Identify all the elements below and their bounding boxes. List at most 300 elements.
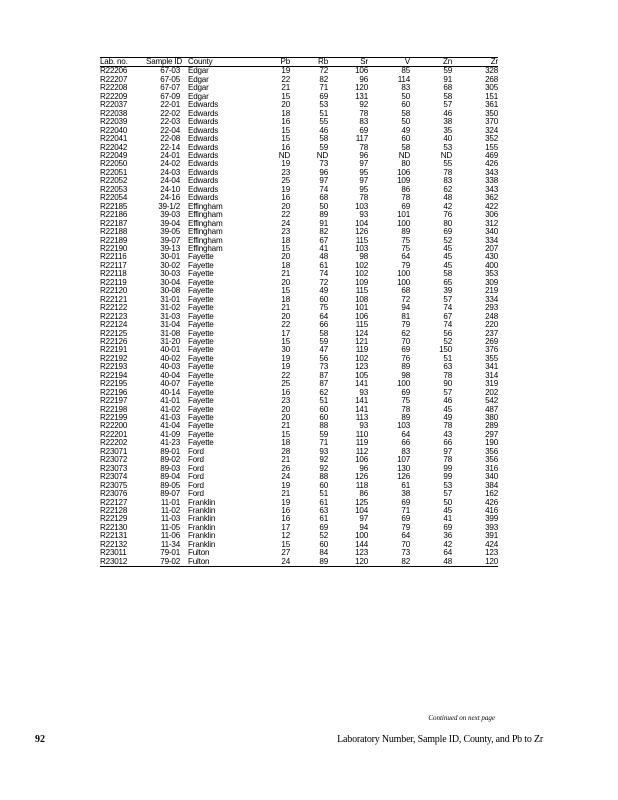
sr-cell: 78: [359, 142, 368, 152]
sr-cell: 69: [359, 125, 368, 135]
lab-no-cell: R22194: [100, 370, 128, 380]
sr-cell: 103: [355, 201, 368, 211]
sr-cell: 104: [355, 218, 368, 228]
zr-cell: 542: [485, 396, 498, 406]
sample-id-cell: 40-03: [160, 362, 180, 372]
pb-cell: 15: [281, 336, 290, 346]
zn-cell: 41: [443, 514, 452, 524]
pb-cell: 19: [281, 497, 290, 507]
v-cell: 66: [401, 438, 410, 448]
sr-cell: 115: [355, 235, 368, 245]
rb-cell: 75: [319, 303, 328, 313]
pb-cell: 19: [281, 184, 290, 194]
v-cell: 73: [401, 548, 410, 558]
zr-cell: 293: [485, 303, 498, 313]
zn-cell: 51: [443, 353, 452, 363]
zn-cell: 74: [443, 320, 452, 330]
sample-id-cell: 39-04: [160, 218, 180, 228]
v-cell: 68: [401, 286, 410, 296]
zr-cell: 162: [485, 489, 498, 499]
lab-no-cell: R22120: [100, 286, 128, 296]
county-cell: Fayette: [188, 311, 214, 321]
sample-id-cell: 79-02: [146, 558, 184, 567]
v-cell: 64: [401, 252, 410, 262]
zr-cell: 155: [485, 142, 498, 152]
zn-cell: 67: [443, 311, 452, 321]
county-cell: Fayette: [188, 269, 214, 279]
zn-cell: 49: [443, 413, 452, 423]
lab-no-cell: R22041: [100, 134, 128, 144]
zn-cell: 78: [443, 421, 452, 431]
sample-id-cell: 11-01: [160, 497, 180, 507]
zn-cell: 83: [443, 176, 452, 186]
pb-cell: 18: [281, 438, 290, 448]
county-cell: Fayette: [188, 345, 214, 355]
rb-cell: 73: [319, 159, 328, 169]
pb-cell: 27: [281, 548, 290, 558]
zn-cell: 69: [443, 227, 452, 237]
sr-cell: 102: [355, 353, 368, 363]
zr-cell: 207: [485, 243, 498, 253]
table-row: [100, 515, 498, 523]
sr-cell: 101: [355, 303, 368, 313]
zn-cell: 57: [443, 387, 452, 397]
sample-id-cell: 67-03: [160, 66, 180, 76]
zr-cell: 328: [485, 66, 498, 76]
zr-cell: 314: [485, 370, 498, 380]
county-cell: Fayette: [188, 387, 214, 397]
sample-id-cell: 89-05: [160, 480, 180, 490]
rb-cell: 62: [319, 387, 328, 397]
sr-cell: 96: [359, 150, 368, 160]
county-cell: Fayette: [188, 277, 214, 287]
v-cell: 94: [401, 303, 410, 313]
v-cell: 107: [397, 455, 410, 465]
sample-id-cell: 24-04: [160, 176, 180, 186]
rb-cell: 67: [319, 235, 328, 245]
zn-cell: 46: [443, 396, 452, 406]
county-cell: Franklin: [188, 539, 216, 549]
sr-cell: 123: [355, 362, 368, 372]
v-cell: 89: [401, 413, 410, 423]
zn-cell: 53: [443, 480, 452, 490]
v-cell: 60: [401, 134, 410, 144]
rb-cell: 60: [319, 539, 328, 549]
rb-cell: 92: [319, 455, 328, 465]
sample-id-cell: 22-08: [160, 134, 180, 144]
zn-cell: 76: [443, 210, 452, 220]
sample-id-cell: 22-04: [160, 125, 180, 135]
rb-cell: 49: [319, 286, 328, 296]
county-cell: Fayette: [188, 396, 214, 406]
sr-cell: 106: [355, 66, 368, 76]
rb-cell: 58: [319, 134, 328, 144]
county-cell: Ford: [188, 472, 204, 482]
zn-cell: 42: [443, 201, 452, 211]
pb-cell: 22: [281, 320, 290, 330]
lab-no-cell: R22053: [100, 184, 128, 194]
sample-id-cell: 67-09: [160, 91, 180, 101]
lab-no-cell: R22050: [100, 159, 128, 169]
lab-no-cell: R22128: [100, 506, 128, 516]
county-cell: Edgar: [188, 91, 209, 101]
zn-cell: 78: [443, 167, 452, 177]
sr-cell: 93: [359, 421, 368, 431]
lab-no-cell: R22052: [100, 176, 128, 186]
v-cell: 49: [401, 125, 410, 135]
lab-no-cell: R22207: [100, 74, 128, 84]
zr-cell: 350: [485, 108, 498, 118]
zn-cell: 59: [443, 66, 452, 76]
rb-cell: 88: [319, 472, 328, 482]
zr-cell: 422: [485, 201, 498, 211]
lab-no-cell: R22126: [100, 336, 128, 346]
zr-cell: 305: [485, 83, 498, 93]
zr-cell: 334: [485, 235, 498, 245]
sample-id-cell: 31-04: [160, 320, 180, 330]
county-cell: Fayette: [188, 328, 214, 338]
sr-cell: 93: [359, 210, 368, 220]
pb-cell: 20: [281, 201, 290, 211]
v-cell: 75: [401, 243, 410, 253]
rb-cell: 68: [319, 193, 328, 203]
rb-cell: 88: [319, 421, 328, 431]
zr-cell: 219: [485, 286, 498, 296]
zr-cell: 319: [485, 379, 498, 389]
zr-cell: 361: [485, 100, 498, 110]
county-cell: Edgar: [188, 74, 209, 84]
pb-cell: 19: [281, 362, 290, 372]
v-cell: ND: [398, 150, 410, 160]
lab-no-cell: R23075: [100, 480, 128, 490]
lab-no-cell: R22116: [100, 252, 127, 262]
county-cell: Edwards: [188, 142, 219, 152]
pb-cell: 26: [281, 463, 290, 473]
zr-cell: 269: [485, 336, 498, 346]
sample-id-cell: 31-01: [160, 294, 180, 304]
lab-no-cell: R22132: [100, 539, 128, 549]
sample-id-cell: 24-10: [160, 184, 180, 194]
zr-cell: 309: [485, 277, 498, 287]
sr-cell: 118: [355, 480, 368, 490]
zn-cell: 52: [443, 235, 452, 245]
sample-id-cell: 11-05: [160, 522, 180, 532]
rb-cell: 91: [319, 218, 328, 228]
lab-no-cell: R22051: [100, 167, 128, 177]
lab-no-cell: R22038: [100, 108, 128, 118]
county-cell: Franklin: [188, 497, 216, 507]
pb-cell: 17: [281, 328, 290, 338]
lab-no-cell: R22197: [100, 396, 128, 406]
header-zr: Zr: [452, 58, 498, 67]
zn-cell: 43: [443, 429, 452, 439]
zr-cell: 352: [485, 134, 498, 144]
zr-cell: 376: [485, 345, 498, 355]
county-cell: Fayette: [188, 404, 214, 414]
lab-no-cell: R22191: [100, 345, 128, 355]
v-cell: 79: [401, 522, 410, 532]
sample-id-cell: 67-05: [160, 74, 180, 84]
sr-cell: 131: [355, 91, 368, 101]
lab-no-cell: R22193: [100, 362, 128, 372]
sample-id-cell: 41-03: [160, 413, 180, 423]
zr-cell: 356: [485, 455, 498, 465]
rb-cell: 96: [319, 167, 328, 177]
rb-cell: 71: [319, 83, 328, 93]
zn-cell: 90: [443, 379, 452, 389]
lab-no-cell: R23071: [100, 446, 128, 456]
zr-cell: 426: [485, 159, 498, 169]
zn-cell: 45: [443, 252, 452, 262]
county-cell: Franklin: [188, 506, 216, 516]
v-cell: 81: [401, 311, 410, 321]
rb-cell: 63: [319, 506, 328, 516]
zr-cell: 202: [485, 387, 498, 397]
rb-cell: 59: [319, 142, 328, 152]
county-cell: Effingham: [188, 235, 223, 245]
pb-cell: 23: [281, 396, 290, 406]
sample-id-cell: 30-03: [160, 269, 180, 279]
sample-id-cell: 40-04: [160, 370, 180, 380]
sr-cell: 144: [355, 539, 368, 549]
pb-cell: 15: [281, 91, 290, 101]
zn-cell: 46: [443, 108, 452, 118]
zr-cell: 362: [485, 193, 498, 203]
lab-no-cell: R22201: [100, 429, 128, 439]
sample-id-cell: 41-09: [160, 429, 180, 439]
rb-cell: 87: [319, 379, 328, 389]
sr-cell: 104: [355, 506, 368, 516]
zr-cell: 356: [485, 446, 498, 456]
sr-cell: 96: [359, 463, 368, 473]
county-cell: Fayette: [188, 260, 214, 270]
county-cell: Effingham: [188, 201, 223, 211]
sample-id-cell: 31-02: [160, 303, 180, 313]
sample-id-cell: 24-03: [160, 167, 180, 177]
sr-cell: 78: [359, 108, 368, 118]
sr-cell: 120: [328, 558, 368, 567]
sr-cell: 97: [359, 514, 368, 524]
sample-id-cell: 24-02: [160, 159, 180, 169]
sr-cell: 94: [359, 522, 368, 532]
zr-cell: 424: [485, 539, 498, 549]
zn-cell: ND: [440, 150, 452, 160]
zr-cell: 220: [485, 320, 498, 330]
lab-no-cell: R23012: [100, 558, 146, 567]
v-cell: 100: [397, 277, 410, 287]
rb-cell: 82: [319, 74, 328, 84]
pb-cell: 30: [281, 345, 290, 355]
sample-id-cell: 89-03: [160, 463, 180, 473]
zn-cell: 99: [443, 472, 452, 482]
lab-no-cell: R22127: [100, 497, 128, 507]
zn-cell: 42: [443, 539, 452, 549]
rb-cell: 51: [319, 396, 328, 406]
county-cell: Fulton: [188, 548, 210, 558]
v-cell: 89: [401, 227, 410, 237]
sample-id-cell: 39-13: [160, 243, 180, 253]
v-cell: 58: [401, 142, 410, 152]
sr-cell: 86: [359, 489, 368, 499]
rb-cell: 61: [319, 260, 328, 270]
pb-cell: 20: [281, 100, 290, 110]
lab-no-cell: R22129: [100, 514, 128, 524]
pb-cell: 16: [281, 514, 290, 524]
sr-cell: 123: [355, 548, 368, 558]
zn-cell: 62: [443, 184, 452, 194]
continued-note: Continued on next page: [428, 714, 495, 722]
v-cell: 69: [401, 387, 410, 397]
county-cell: Edwards: [188, 184, 219, 194]
v-cell: 62: [401, 328, 410, 338]
sr-cell: 120: [355, 83, 368, 93]
zr-cell: 312: [485, 218, 498, 228]
sr-cell: 78: [359, 193, 368, 203]
zr-cell: 151: [485, 91, 498, 101]
pb-cell: 24: [281, 218, 290, 228]
lab-no-cell: R22117: [100, 260, 127, 270]
lab-no-cell: R22042: [100, 142, 128, 152]
sample-id-cell: 30-02: [160, 260, 180, 270]
sr-cell: 83: [359, 117, 368, 127]
sr-cell: 93: [359, 387, 368, 397]
sr-cell: 102: [355, 260, 368, 270]
sample-id-cell: 11-03: [160, 514, 180, 524]
sample-id-cell: 40-02: [160, 353, 180, 363]
pb-cell: 19: [281, 66, 290, 76]
county-cell: Fayette: [188, 413, 214, 423]
county-cell: Edwards: [188, 108, 219, 118]
county-cell: Fulton: [184, 558, 244, 567]
zn-cell: 57: [443, 100, 452, 110]
zr-cell: 391: [485, 531, 498, 541]
rb-cell: 60: [319, 294, 328, 304]
county-cell: Edwards: [188, 159, 219, 169]
lab-no-cell: R23073: [100, 463, 128, 473]
pb-cell: 18: [281, 108, 290, 118]
v-cell: 69: [401, 514, 410, 524]
lab-no-cell: R22125: [100, 328, 128, 338]
v-cell: 109: [397, 176, 410, 186]
pb-cell: 16: [281, 142, 290, 152]
zn-cell: 69: [443, 522, 452, 532]
zr-cell: 324: [485, 125, 498, 135]
pb-cell: 22: [281, 370, 290, 380]
pb-cell: 22: [281, 74, 290, 84]
rb-cell: 48: [319, 252, 328, 262]
pb-cell: 21: [281, 455, 290, 465]
zr-cell: 268: [485, 74, 498, 84]
v-cell: 64: [401, 429, 410, 439]
sr-cell: 141: [355, 379, 368, 389]
zr-cell: 334: [485, 294, 498, 304]
header-v: V: [368, 58, 410, 67]
county-cell: Fayette: [188, 320, 214, 330]
sample-id-cell: 89-02: [160, 455, 180, 465]
sample-id-cell: 79-01: [160, 548, 180, 558]
rb-cell: 82: [319, 227, 328, 237]
lab-no-cell: R22124: [100, 320, 128, 330]
pb-cell: 21: [281, 303, 290, 313]
zr-cell: 316: [485, 463, 498, 473]
county-cell: Fayette: [188, 438, 214, 448]
sample-id-cell: 30-04: [160, 277, 180, 287]
county-cell: Fayette: [188, 286, 214, 296]
lab-no-cell: R22039: [100, 117, 128, 127]
v-cell: 106: [397, 167, 410, 177]
zn-cell: 66: [443, 438, 452, 448]
zr-cell: 123: [485, 548, 498, 558]
pb-cell: 16: [281, 193, 290, 203]
lab-no-cell: R22189: [100, 235, 128, 245]
table-row: [100, 499, 498, 507]
rb-cell: 64: [319, 311, 328, 321]
sr-cell: 106: [355, 455, 368, 465]
zr-cell: 384: [485, 480, 498, 490]
pb-cell: 20: [281, 252, 290, 262]
lab-no-cell: R22190: [100, 243, 128, 253]
zn-cell: 99: [443, 463, 452, 473]
zr-cell: 416: [485, 506, 498, 516]
sample-id-cell: 39-1/2: [158, 201, 180, 211]
lab-no-cell: R22121: [100, 294, 128, 304]
rb-cell: 73: [319, 362, 328, 372]
zr-cell: 430: [485, 252, 498, 262]
pb-cell: 18: [281, 294, 290, 304]
county-cell: Effingham: [188, 227, 223, 237]
zn-cell: 39: [443, 286, 452, 296]
county-cell: Fayette: [188, 370, 214, 380]
sample-id-cell: 30-01: [160, 252, 180, 262]
county-cell: Ford: [188, 480, 204, 490]
county-cell: Fayette: [188, 303, 214, 313]
zn-cell: 80: [443, 218, 452, 228]
pb-cell: 19: [281, 159, 290, 169]
sr-cell: 141: [355, 396, 368, 406]
sr-cell: 112: [355, 446, 368, 456]
county-cell: Fayette: [188, 379, 214, 389]
pb-cell: 23: [281, 227, 290, 237]
rb-cell: 66: [319, 320, 328, 330]
county-cell: Ford: [188, 463, 204, 473]
county-cell: Edwards: [188, 125, 219, 135]
table-row: [100, 507, 498, 515]
zr-cell: 426: [485, 497, 498, 507]
county-cell: Fayette: [188, 294, 214, 304]
lab-no-cell: R23076: [100, 489, 128, 499]
v-cell: 72: [401, 294, 410, 304]
v-cell: 71: [401, 506, 410, 516]
zr-cell: 340: [485, 472, 498, 482]
zr-cell: 297: [485, 429, 498, 439]
zn-cell: 35: [443, 125, 452, 135]
v-cell: 64: [401, 531, 410, 541]
zr-cell: 190: [485, 438, 498, 448]
county-cell: Ford: [188, 446, 204, 456]
zr-cell: 355: [485, 353, 498, 363]
lab-no-cell: R23072: [100, 455, 128, 465]
zn-cell: 64: [443, 548, 452, 558]
pb-cell: 15: [281, 429, 290, 439]
county-cell: Fayette: [188, 421, 214, 431]
rb-cell: 60: [319, 404, 328, 414]
v-cell: 100: [397, 269, 410, 279]
sr-cell: 97: [359, 159, 368, 169]
sr-cell: 115: [355, 320, 368, 330]
sr-cell: 141: [355, 404, 368, 414]
county-cell: Ford: [188, 489, 204, 499]
sample-id-cell: 24-01: [160, 150, 180, 160]
